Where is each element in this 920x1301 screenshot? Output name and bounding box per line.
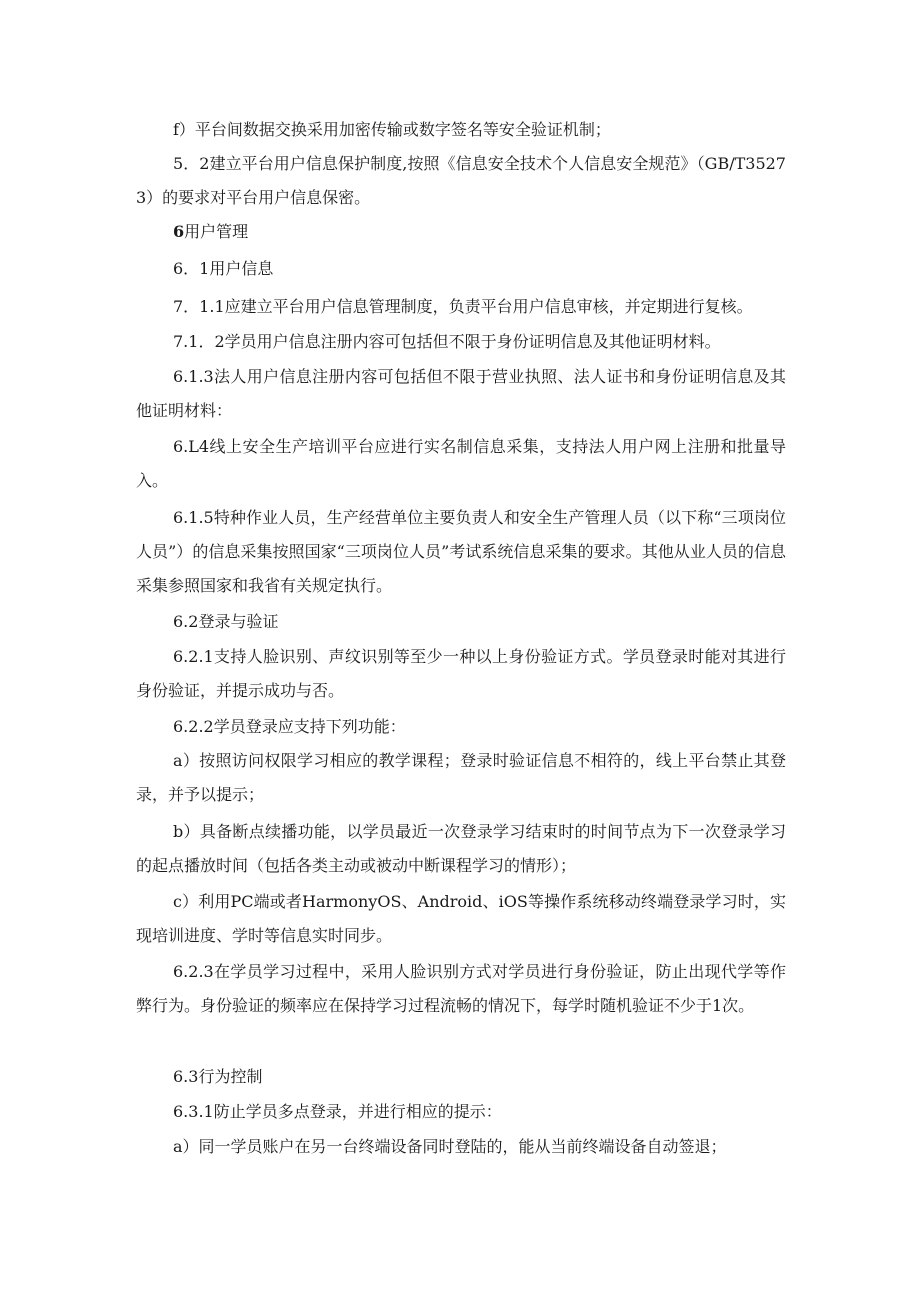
list-item-a-access: a）按照访问权限学习相应的教学课程；登录时验证信息不相符的，线上平台禁止其登录，并予以提示； <box>136 751 786 804</box>
paragraph-6-2-1: 6.2.1支持人脸识别、声纹识别等至少一种以上身份验证方式。学员登录时能对其进行身份验证，并提示成功与否。 <box>136 647 786 700</box>
paragraph-6-3-1: 6.3.1防止学员多点登录，并进行相应的提示： <box>173 1102 502 1121</box>
paragraph-f-data-exchange: f）平台间数据交换采用加密传输或数字签名等安全验证机制； <box>173 120 611 139</box>
paragraph-6-1-5: 6.1.5特种作业人员，生产经营单位主要负责人和安全生产管理人员（以下称“三项岗位人员”）的信息采集按照国家“三项岗位人员”考试系统信息采集的要求。其他从业人员的信息采集参照国家和我省有关规定执行。 <box>136 508 786 595</box>
list-item-b-resume: b）具备断点续播功能，以学员最近一次登录学习结束时的时间节点为下一次登录学习的起点播放时间（包括各类主动或被动中断课程学习的情形）； <box>136 822 786 875</box>
paragraph-6-1-4: 6.L4线上安全生产培训平台应进行实名制信息采集，支持法人用户网上注册和批量导入。 <box>136 437 786 490</box>
section-heading-6 <box>136 215 786 249</box>
paragraph-7-1-1: 7．1.1应建立平台用户信息管理制度，负责平台用户信息审核，并定期进行复核。 <box>173 297 753 316</box>
subsection-heading-6-1: 6．1用户信息 <box>173 259 274 278</box>
list-item-a-multi-login: a）同一学员账户在另一台终端设备同时登陆的，能从当前终端设备自动签退； <box>173 1137 727 1156</box>
paragraph-5-2-privacy: 5．2建立平台用户信息保护制度,按照《信息安全技术个人信息安全规范》（GB/T35273）的要求对平台用户信息保密。 <box>136 154 786 207</box>
section-number: 6 <box>173 222 185 241</box>
subsection-heading-6-3: 6.3行为控制 <box>173 1067 263 1086</box>
subsection-heading-6-2: 6.2登录与验证 <box>173 612 279 631</box>
paragraph-7-1-2: 7.1．2学员用户信息注册内容可包括但不限于身份证明信息及其他证明材料。 <box>173 332 721 351</box>
paragraph-6-2-2: 6.2.2学员登录应支持下列功能： <box>173 717 406 736</box>
section-title: 用户管理 <box>184 222 249 241</box>
list-item-c-sync: c）利用PC端或者HarmonyOS、Android、iOS等操作系统移动终端登录学习时，实现培训进度、学时等信息实时同步。 <box>136 892 786 945</box>
paragraph-6-2-3: 6.2.3在学员学习过程中，采用人脸识别方式对学员进行身份验证，防止出现代学等作弊行为。身份验证的频率应在保持学习过程流畅的情况下，每学时随机验证不少于1次。 <box>136 962 786 1015</box>
paragraph-6-1-3: 6.1.3法人用户信息注册内容可包括但不限于营业执照、法人证书和身份证明信息及其他证明材料： <box>136 367 786 420</box>
